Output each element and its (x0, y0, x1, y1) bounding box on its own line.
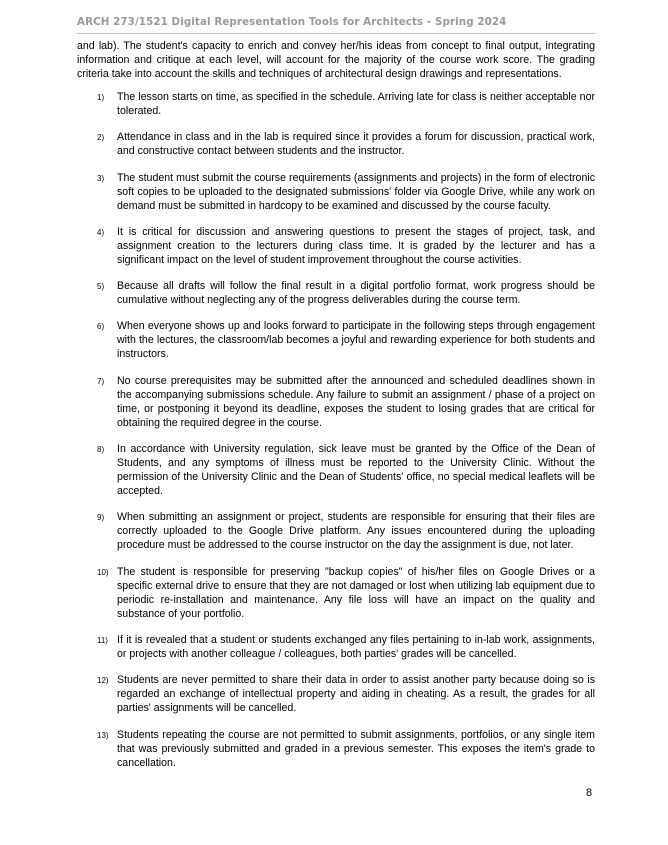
list-item (77, 510, 595, 552)
page-number: 8 (586, 787, 593, 799)
list-item-number: 6) (97, 322, 105, 332)
list-item-number: 2) (97, 133, 105, 143)
list-item-number: 5) (97, 282, 105, 292)
list-item-number: 12) (97, 676, 109, 686)
list-item-text: In accordance with University regulation, sick leave must be granted by the Office of the Dean of Students, and any symptoms of illness must be reported to the University Clinic. Without the permission of the University Clinic and the Dean of Students' office, no special medical leaflets will be accepted. (117, 443, 595, 498)
intro-paragraph: and lab). The student's capacity to enrich and convey her/his ideas from concept to final output, integrating information and critique at each level, will account for the majority of the course work score. The grading criteria take into account the skills and techniques of architectural design drawings and representations. (77, 40, 595, 80)
list-item-text: The lesson starts on time, as specified in the schedule. Arriving late for class is neither acceptable nor tolerated. (117, 91, 595, 117)
list-item-text: Students repeating the course are not permitted to submit assignments, portfolios, or any single item that was previously submitted and graded in a previous semester. This exposes the item's grade to cancellation. (117, 728, 595, 769)
list-item (77, 130, 595, 158)
list-item (77, 442, 595, 498)
list-item-text: If it is revealed that a student or students exchanged any files pertaining to in-lab work, assignments, or projects with another colleague / colleagues, both parties' grades will be cancelled. (117, 633, 595, 660)
header-divider (77, 33, 595, 34)
list-item-text: Students are never permitted to share their data in order to assist another party because doing so is regarded an exchange of intellectual property and aiding in cheating. As a result, the grades for all parties' assignments will be cancelled. (117, 674, 595, 715)
list-item (77, 633, 595, 661)
page-body (77, 39, 595, 782)
list-item-number: 3) (97, 173, 105, 183)
list-item (77, 225, 595, 267)
list-item (77, 565, 595, 621)
list-item-text: The student is responsible for preserving "backup copies" of his/her files on Google Drives or a specific external drive to ensure that they are not damaged or lost when utilizing lab equipment due to periodic re-installation and maintenance. Any file loss will have an impact on the quality and substance of your portfolio. (117, 565, 595, 620)
list-item-number: 8) (97, 445, 105, 455)
list-item (77, 171, 595, 213)
list-item (77, 673, 595, 715)
running-header: ARCH 273/1521 Digital Representation Tools for Architects - Spring 2024 (77, 16, 507, 28)
list-item-number: 9) (97, 513, 105, 523)
list-item (77, 374, 595, 430)
list-item-text: When everyone shows up and looks forward to participate in the following steps through engagement with the lectures, the classroom/lab becomes a joyful and rewarding experience for both students and instructors. (117, 320, 595, 361)
rules-list (77, 90, 595, 770)
list-item-number: 10) (97, 567, 109, 577)
list-item-number: 7) (97, 376, 105, 386)
list-item-text: Because all drafts will follow the final result in a digital portfolio format, work progress should be cumulative without neglecting any of the progress deliverables during the course term. (117, 280, 595, 307)
list-item (77, 90, 595, 118)
list-item (77, 728, 595, 770)
list-item-number: 11) (97, 635, 108, 645)
list-item-text: Attendance in class and in the lab is required since it provides a forum for discussion, practical work, and constructive contact between students and the instructor. (117, 131, 595, 158)
list-item-text: No course prerequisites may be submitted after the announced and scheduled deadlines shown in the accompanying submissions schedule. Any failure to submit an assignment / phase of a project on time, or postponing it beyond its deadline, exposes the student to losing grades that are critical for obtaining the required degree in the course. (117, 374, 595, 429)
list-item (77, 319, 595, 361)
list-item-number: 4) (97, 227, 105, 237)
list-item (77, 279, 595, 307)
list-item-text: When submitting an assignment or project, students are responsible for ensuring that their files are correctly uploaded to the Google Drive platform. Any issues encountered during the uploading procedure must be addressed to the course instructor on the day the assignment is due, not later. (117, 511, 595, 552)
list-item-text: The student must submit the course requirements (assignments and projects) in the form of electronic soft copies to be uploaded to the designated submissions' folder via Google Drive, while any work on demand must be submitted in hardcopy to be examined and discussed by the course faculty. (117, 171, 595, 212)
list-item-number: 13) (97, 730, 109, 740)
list-item-number: 1) (97, 93, 105, 102)
list-item-text: It is critical for discussion and answering questions to present the stages of project, task, and assignment creation to the lecturers during class time. It is graded by the lecturer and has a significant impact on the level of student improvement throughout the course activities. (117, 225, 595, 266)
